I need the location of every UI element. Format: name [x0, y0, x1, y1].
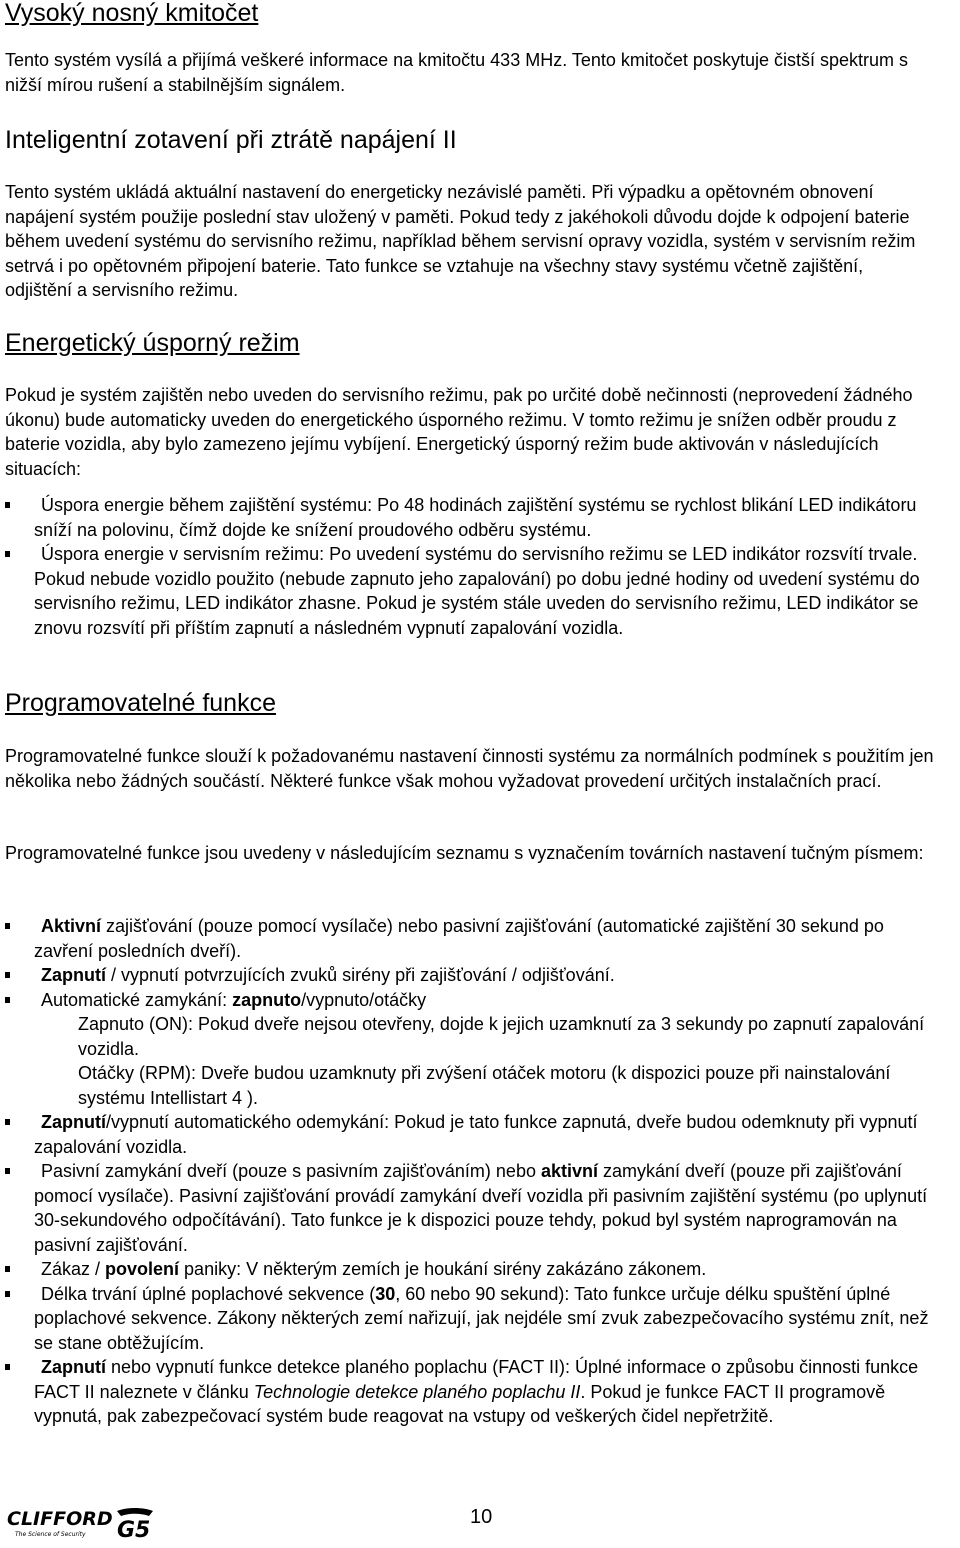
bullet-marker	[5, 997, 10, 1003]
paragraph-programmable-intro: Programovatelné funkce slouží k požadovanému nastavení činnosti systému za normálních podmínek s použitím jen několika nebo žádných součástí. Některé funkce však mohou vyžadovat provedení určitých instalačních prací.	[5, 746, 934, 791]
list-item	[5, 1159, 935, 1257]
bullet-marker	[5, 972, 10, 978]
programmable-features-list	[5, 914, 935, 1429]
article-reference: Technologie detekce planého poplachu II	[253, 1381, 581, 1402]
section-title-power-recovery: Inteligentní zotavení při ztrátě napájení II	[5, 126, 457, 154]
list-item-text: paniky: V některým zemích je houkání sirény zakázáno zákonem.	[179, 1259, 707, 1279]
bullet-marker	[5, 502, 10, 508]
bullet-marker	[5, 1364, 10, 1370]
list-item-text: /vypnuto/otáčky	[301, 989, 427, 1010]
default-setting: Zapnutí	[41, 1357, 106, 1377]
default-setting: aktivní	[540, 1161, 598, 1181]
list-item	[5, 963, 935, 988]
logo-g5: G5	[117, 1518, 151, 1543]
bullet-marker	[5, 551, 10, 557]
g5-swoosh-icon	[117, 1508, 153, 1516]
section-title-frequency: Vysoký nosný kmitočet	[5, 0, 259, 27]
section-title-energy-saving: Energetický úsporný režim	[5, 329, 300, 357]
bullet-marker	[5, 923, 10, 929]
list-item-text: Pasivní zamykání dveří (pouze s pasivním zajišťováním) nebo	[41, 1161, 541, 1181]
list-item	[5, 493, 935, 542]
list-item	[5, 1110, 935, 1159]
list-item	[5, 542, 935, 640]
paragraph-power-recovery: Tento systém ukládá aktuální nastavení do energeticky nezávislé paměti. Při výpadku a opětovném obnovení napájení systém použije poslední stav uložený v paměti. Pokud tedy z jakéhokoli důvodu dojde k odpojení baterie během uvedení systému do servisního režimu, například během servisní opravy vozidla, systém v servisním režim setrvá i po opětovném připojení baterie. Tato funkce se vztahuje na všechny stavy systému včetně zajištění, odjištění a servisního režimu.	[5, 182, 916, 300]
logo-tagline: The Science of Security	[15, 1531, 86, 1538]
bullet-marker	[5, 1291, 10, 1297]
logo-graphic	[5, 1503, 165, 1543]
default-setting: Aktivní	[41, 916, 102, 936]
sub-item-text: Zapnuto (ON): Pokud dveře nejsou otevřeny, dojde k jejich uzamknutí za 3 sekundy po zapnutí zapalování vozidla.	[78, 1014, 925, 1059]
list-item	[5, 988, 935, 1111]
list-item	[5, 1257, 935, 1282]
list-item	[5, 1282, 935, 1356]
default-setting: povolení	[105, 1259, 180, 1279]
paragraph-energy-saving: Pokud je systém zajištěn nebo uveden do servisního režimu, pak po určité době nečinnosti (neprovedení žádného úkonu) bude automaticky uveden do energetického úsporného režimu. V tomto režimu je snížen odběr proudu z baterie vozidla, aby bylo zamezeno jejímu vybíjení. Energetický úsporný režim bude aktivován v následujících situacích:	[5, 385, 913, 479]
energy-saving-list	[5, 493, 935, 640]
list-item-text: Zákaz /	[41, 1259, 106, 1279]
bullet-marker	[5, 1168, 10, 1174]
list-item-text: . Pokud je funkce FACT II programově vypnutá, pak zabezpečovací systém bude reagovat na vstupy od veškerých čidel nepřetržitě.	[34, 1381, 886, 1426]
list-item-text: nebo vypnutí funkce detekce planého poplachu (FACT II): Úplné informace o způsobu činnosti funkce FACT II naleznete v článku	[34, 1357, 919, 1402]
list-item	[5, 914, 935, 963]
default-setting: 30	[375, 1283, 396, 1304]
default-setting: Zapnutí	[41, 1112, 106, 1132]
list-item-text: Úspora energie během zajištění systému: Po 48 hodinách zajištění systému se rychlost blikání LED indikátoru sníží na polovinu, čímž dojde ke snížení proudového odběru systému.	[34, 495, 917, 540]
clifford-g5-logo	[5, 1503, 165, 1543]
default-setting: zapnuto	[232, 989, 302, 1010]
list-item-text: , 60 nebo 90 sekund): Tato funkce určuje délku spuštění úplné poplachové sekvence. Zákony některých zemí nařizují, jak nejdéle smí zvuk zabezpečovacího systému znít, než se stane obtěžujícím.	[34, 1283, 929, 1353]
list-item	[5, 1355, 935, 1429]
paragraph-programmable-list-intro: Programovatelné funkce jsou uvedeny v následujícím seznamu s vyznačením továrních nastavení tučným písmem:	[5, 843, 924, 863]
bullet-marker	[5, 1266, 10, 1272]
sub-item-text: Otáčky (RPM): Dveře budou uzamknuty při zvýšení otáček motoru (k dispozici pouze při nainstalování systému Intellistart 4 ).	[78, 1063, 891, 1108]
section-title-programmable: Programovatelné funkce	[5, 689, 276, 717]
list-item-text: /vypnutí automatického odemykání: Pokud je tato funkce zapnutá, dveře budou odemknuty při vypnutí zapalování vozidla.	[34, 1112, 918, 1157]
list-item-text: Délka trvání úplné poplachové sekvence (	[41, 1283, 376, 1304]
page-number: 10	[470, 1506, 493, 1528]
list-item-text: zajišťování (pouze pomocí vysílače) nebo pasivní zajišťování (automatické zajištění 30 sekund po zavření posledních dveří).	[34, 916, 884, 961]
paragraph-frequency: Tento systém vysílá a přijímá veškeré informace na kmitočtu 433 MHz. Tento kmitočet poskytuje čistší spektrum s nižší mírou rušení a stabilnějším signálem.	[5, 50, 908, 95]
list-item-text: / vypnutí potvrzujících zvuků sirény při zajišťování / odjišťování.	[106, 965, 615, 985]
default-setting: Zapnutí	[41, 965, 106, 985]
logo-wordmark: CLIFFORD	[7, 1508, 113, 1530]
bullet-marker	[5, 1119, 10, 1125]
list-item-text: zamykání dveří (pouze při zajišťování pomocí vysílače). Pasivní zajišťování provádí zamykání dveří vozidla při pasivním zajištění systému (po uplynutí 30-sekundového odpočítávání). Tato funkce je k dispozici pouze tehdy, pokud byl systém naprogramován na pasivní zajišťování.	[34, 1161, 928, 1255]
list-item-text: Automatické zamykání:	[41, 989, 233, 1010]
list-item-text: Úspora energie v servisním režimu: Po uvedení systému do servisního režimu se LED indikátor rozsvítí trvale. Pokud nebude vozidlo použito (nebude zapnuto jeho zapalování) po dobu jedné hodiny od uvedení systému do servisního režimu, LED indikátor zhasne. Pokud je systém stále uveden do servisního režimu, LED indikátor se znovu rozsvítí při příštím zapnutí a následném vypnutí zapalování vozidla.	[34, 544, 920, 638]
